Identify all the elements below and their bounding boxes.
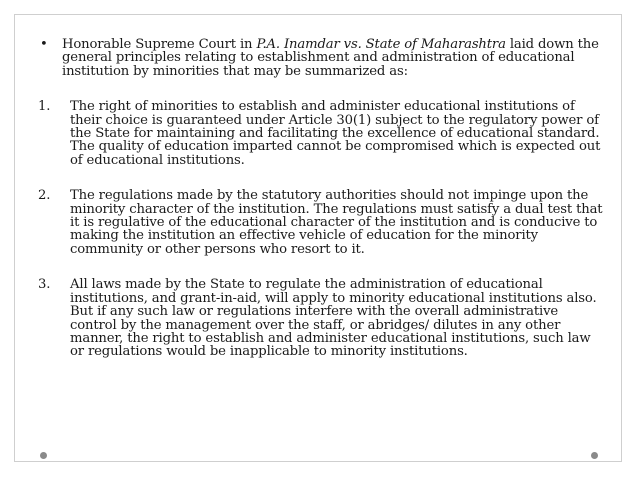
list-item-number: 2. xyxy=(38,188,51,204)
list-item-number: 1. xyxy=(38,99,51,115)
intro-suffix: laid down the general principles relating to establishment and administration of educational institution by minorities that may be summarized as: xyxy=(62,37,599,79)
list-item-text: All laws made by the State to regulate the administration of educational institutions, and grant-in-aid, will apply to minority educational institutions also. But if any such law or regulations interfere with the overall administrative control by the management over the staff, or abridges/ dilutes in any other manner, the right to establish and administer educational institutions, such law or regulations would be inapplicable to minority institutions. xyxy=(70,277,597,360)
intro-text xyxy=(62,38,604,78)
intro-paragraph xyxy=(38,38,604,78)
bullet-marker: • xyxy=(40,37,48,52)
case-name: P.A. Inamdar vs. State of Maharashtra xyxy=(256,37,506,52)
intro-prefix: Honorable Supreme Court in xyxy=(62,37,257,52)
list-item-text: The right of minorities to establish and administer educational institutions of their choice is guaranteed under Article 30(1) subject to the regulatory power of the State for maintaining and facilitating the excellence of educational standard. The quality of education imparted cannot be compromised which is expected out of educational institutions. xyxy=(70,99,601,168)
list-item-number: 3. xyxy=(38,277,51,293)
decorative-dot-right xyxy=(591,452,598,459)
list-item-3 xyxy=(38,278,604,358)
list-item-2 xyxy=(38,189,604,256)
list-item-text: The regulations made by the statutory authorities should not impinge upon the minority character of the institution. The regulations must satisfy a dual test that it is regulative of the educational character of the institution and is conducive to making the institution an effective vehicle of education for the minority community or other persons who resort to it. xyxy=(70,188,603,257)
decorative-dot-left xyxy=(40,452,47,459)
slide-content xyxy=(38,38,604,359)
list-item-1 xyxy=(38,100,604,167)
